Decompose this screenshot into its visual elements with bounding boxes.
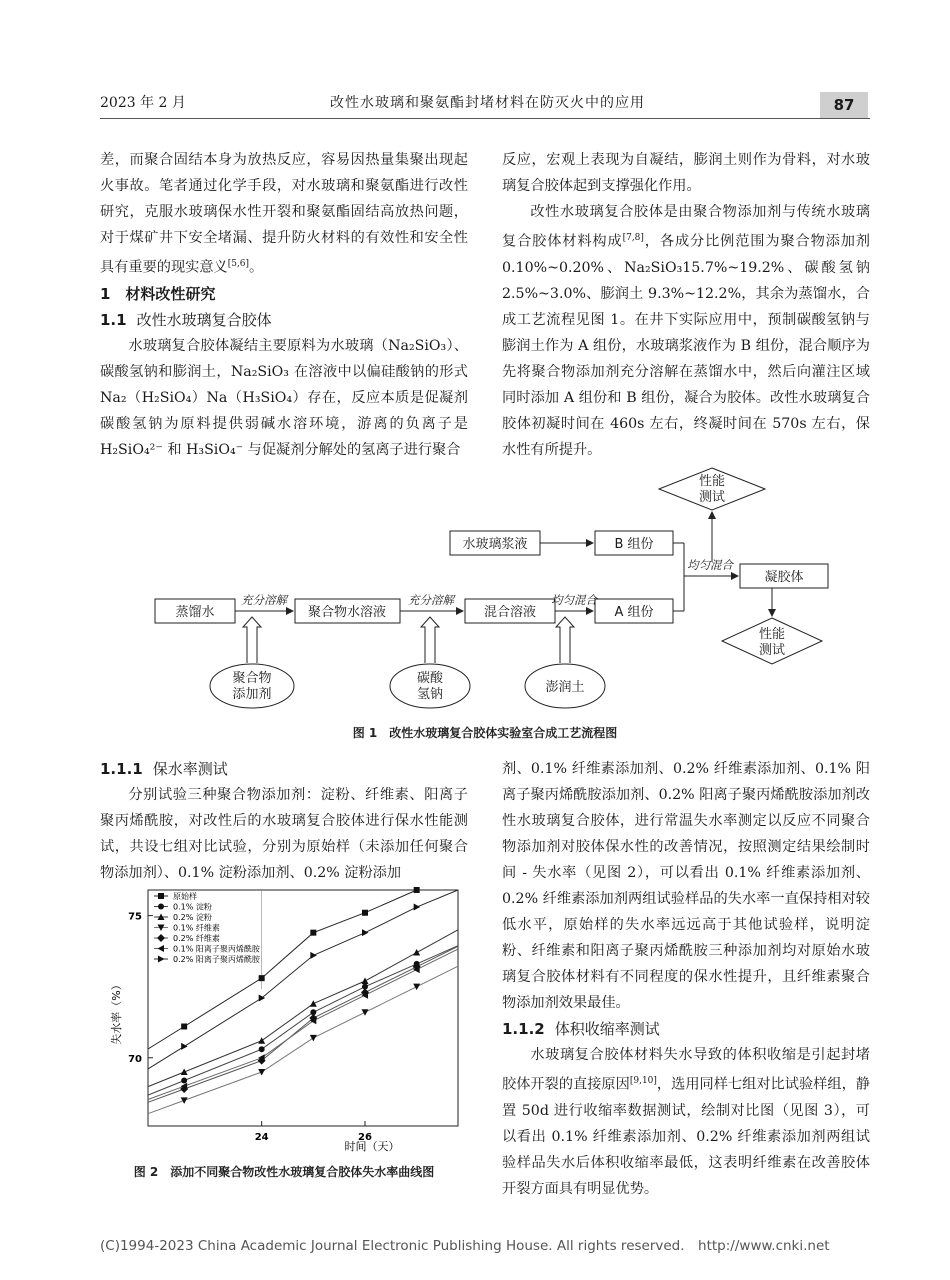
data-point bbox=[258, 1037, 265, 1044]
subsubsection-heading: 1.1.2 体积收缩率测试 bbox=[502, 1020, 660, 1038]
legend-marker bbox=[158, 893, 164, 899]
data-point bbox=[413, 984, 420, 991]
section-heading: 1 材料改性研究 bbox=[100, 284, 216, 303]
data-point bbox=[414, 904, 421, 911]
ellipse-bicarb-l1: 碳酸 bbox=[416, 671, 444, 686]
header-rule bbox=[100, 118, 870, 119]
paragraph: 反应，宏观上表现为自凝结，膨润土则作为骨料，对水玻璃复合胶体起到支撑强化作用。 bbox=[502, 152, 870, 194]
diamond-test-bottom-l2: 测试 bbox=[758, 643, 786, 658]
x-tick-label: 24 bbox=[254, 1132, 269, 1143]
data-point bbox=[310, 952, 317, 959]
legend-label: 0.2% 淀粉 bbox=[173, 913, 212, 922]
subsection-heading: 1.1 改性水玻璃复合胶体 bbox=[100, 310, 272, 329]
data-point bbox=[362, 910, 368, 916]
data-point bbox=[310, 1035, 317, 1042]
legend-label: 0.1% 阳离子聚丙烯酰胺 bbox=[173, 944, 260, 954]
paragraph: 差，而聚合固结本身为放热反应，容易因热量集聚出现起火事故。笔者通过化学手段，对水玻璃和聚氨酯进行改性研究，克服水玻璃保水性开裂和聚氨酯固结高放热问题，对于煤矿井下安全堵漏、提升防火材料的有效性和安全性具有重要的现实意义[5,6]。 bbox=[100, 152, 468, 276]
legend-label: 原始样 bbox=[173, 892, 197, 901]
legend-label: 0.2% 纤维素 bbox=[173, 934, 220, 943]
citation: [5,6] bbox=[227, 259, 250, 269]
water-loss-chart bbox=[100, 884, 470, 1156]
paragraph: 改性水玻璃复合胶体是由聚合物添加剂与传统水玻璃复合胶体材料构成[7,8]，各成分比例范围为聚合物添加剂 0.10%~0.20%、Na₂SiO₃15.7%~19.2%、碳酸氢钠 2.5%~3.0%、膨润土 9.3%~12.2%，其余为蒸馏水，合成工艺流程见图 1。在井下实际应用中，预制碳酸氢钠与膨润土作为 A 组份，水玻璃浆液作为 B 组份，混合顺序为先将聚合物添加剂充分溶解在蒸馏水中，然后向灌注区域同时添加 A 组份和 B 组份，凝合为胶体。改性水玻璃复合胶体初凝时间在 460s 左右，终凝时间在 570s 左右，保水性有所提升。 bbox=[502, 204, 870, 458]
right-column-top bbox=[502, 147, 870, 463]
box-gel: 凝胶体 bbox=[764, 570, 804, 585]
x-tick-label: 26 bbox=[358, 1132, 372, 1143]
page-number: 87 bbox=[820, 92, 868, 118]
ellipse-bicarb-l2: 氢钠 bbox=[416, 687, 444, 702]
box-group-a: A 组份 bbox=[614, 605, 654, 620]
legend-label: 0.2% 阳离子聚丙烯酰胺 bbox=[173, 955, 260, 964]
left-column-top bbox=[100, 147, 468, 463]
data-point bbox=[362, 977, 369, 984]
legend-marker bbox=[157, 934, 165, 942]
data-point bbox=[413, 949, 420, 956]
data-point bbox=[181, 1097, 188, 1104]
data-point bbox=[181, 1043, 188, 1050]
legend-marker bbox=[158, 956, 165, 963]
arrow-label-dissolve-1: 充分溶解 bbox=[241, 593, 287, 607]
paragraph: 分别试验三种聚合物添加剂：淀粉、纤维素、阳离子聚丙烯酰胺，对改性后的水玻璃复合胶体进行保水性能测试，共设七组对比试验，分别为原始样（未添加任何聚合物添加剂）、0.1% 淀粉添加剂、0.2% 淀粉添加 bbox=[100, 787, 468, 881]
diamond-test-bottom-l1: 性能 bbox=[758, 627, 786, 642]
data-point bbox=[181, 1068, 188, 1075]
figure-2-caption: 图 2 添加不同聚合物改性水玻璃复合胶体失水率曲线图 bbox=[133, 1165, 435, 1179]
y-tick-label: 70 bbox=[128, 1053, 142, 1065]
arrow-label-mix: 均匀混合 bbox=[687, 558, 733, 572]
subsubsection-heading: 1.1.1 保水率测试 bbox=[100, 760, 228, 778]
ellipse-additive-l2: 添加剂 bbox=[232, 687, 272, 702]
paragraph: 水玻璃复合胶体凝结主要原料为水玻璃（Na₂SiO₃）、碳酸氢钠和膨润土，Na₂SiO₃ 在溶液中以偏硅酸钠的形式 Na₂（H₂SiO₄）Na（H₃SiO₄）存在，反应本质是促凝剂碳酸氢钠为原料提供弱碱水溶环境，游离的负离子是 H₂SiO₄²⁻ 和 H₃SiO₄⁻ 与促凝剂分解处的氢离子进行聚合 bbox=[100, 337, 468, 458]
box-water-glass: 水玻璃浆液 bbox=[462, 537, 528, 552]
figure-1-caption: 图 1 改性水玻璃复合胶体实验室合成工艺流程图 bbox=[352, 726, 618, 740]
y-axis-title: 失水率（%） bbox=[110, 979, 123, 1045]
arrow-label-dissolve-2: 充分溶解 bbox=[408, 593, 454, 607]
series-line bbox=[148, 949, 458, 1099]
citation: [9,10] bbox=[629, 1076, 657, 1086]
y-tick-label: 75 bbox=[128, 911, 142, 923]
diamond-test-top-l1: 性能 bbox=[698, 474, 726, 489]
box-polymer-solution: 聚合物水溶液 bbox=[307, 605, 387, 620]
legend-label: 0.1% 淀粉 bbox=[173, 902, 212, 912]
header-date: 2023 年 2 月 bbox=[100, 95, 186, 111]
copyright-footer: (C)1994-2023 China Academic Journal Electronic Publishing House. All rights reserved. http://www.cnki.net bbox=[100, 1238, 830, 1254]
running-title: 改性水玻璃和聚氨酯封堵材料在防灭火中的应用 bbox=[330, 95, 645, 111]
ellipse-additive-l1: 聚合物 bbox=[232, 671, 272, 686]
data-point bbox=[362, 929, 369, 936]
data-point bbox=[259, 1046, 265, 1052]
x-axis-title: 时间（天） bbox=[344, 1140, 400, 1153]
series-line bbox=[148, 946, 458, 1102]
flow-chart bbox=[140, 465, 850, 715]
data-point bbox=[181, 1078, 187, 1084]
data-point bbox=[310, 1000, 317, 1007]
data-point bbox=[181, 1023, 187, 1029]
diamond-test-top-l2: 测试 bbox=[698, 490, 726, 505]
right-column-bottom bbox=[502, 756, 870, 1202]
box-mixed-solution: 混合溶液 bbox=[483, 605, 537, 620]
data-point bbox=[258, 1069, 265, 1076]
paragraph: 剂、0.1% 纤维素添加剂、0.2% 纤维素添加剂、0.1% 阳离子聚丙烯酰胺添加剂、0.2% 阳离子聚丙烯酰胺添加剂改性水玻璃复合胶体，进行常温失水率测定以反应不同聚合物添加剂对胶体保水性的改善情况，按照测定结果绘制时间 - 失水率（见图 2），可以看出 0.1% 纤维素添加剂、0.2% 纤维素添加剂两组试验样品的失水率一直保持相对较低水平，原始样的失水率远远高于其他试验样，说明淀粉、纤维素和阳离子聚丙烯酰胺三种添加剂均对原始水玻璃复合胶体材料有不同程度的保水性提升，且纤维素聚合物添加剂效果最佳。 bbox=[502, 761, 870, 1011]
data-point bbox=[310, 930, 316, 936]
legend-marker bbox=[158, 945, 165, 952]
paragraph: 水玻璃复合胶体材料失水导致的体积收缩是引起封堵胶体开裂的直接原因[9,10]，选用同样七组对比试验样组，静置 50d 进行收缩率数据测试，绘制对比图（见图 3），可以看出 0.1% 纤维素添加剂、0.2% 纤维素添加剂两组试验样品失水后体积收缩率最低，这表明纤维素在改善胶体开裂方面具有明显优势。 bbox=[502, 1047, 870, 1197]
citation: [7,8] bbox=[622, 233, 644, 243]
data-point bbox=[414, 887, 420, 893]
arrow-label-mix-2: 均匀混合 bbox=[551, 593, 597, 607]
box-group-b: B 组份 bbox=[614, 537, 654, 552]
legend-label: 0.1% 纤维素 bbox=[173, 923, 220, 933]
data-point bbox=[259, 975, 265, 981]
legend-marker bbox=[158, 904, 164, 910]
data-point bbox=[362, 1009, 369, 1016]
box-distilled-water: 蒸馏水 bbox=[175, 605, 215, 620]
left-column-bottom bbox=[100, 756, 468, 886]
ellipse-bentonite: 澎润土 bbox=[545, 680, 585, 695]
